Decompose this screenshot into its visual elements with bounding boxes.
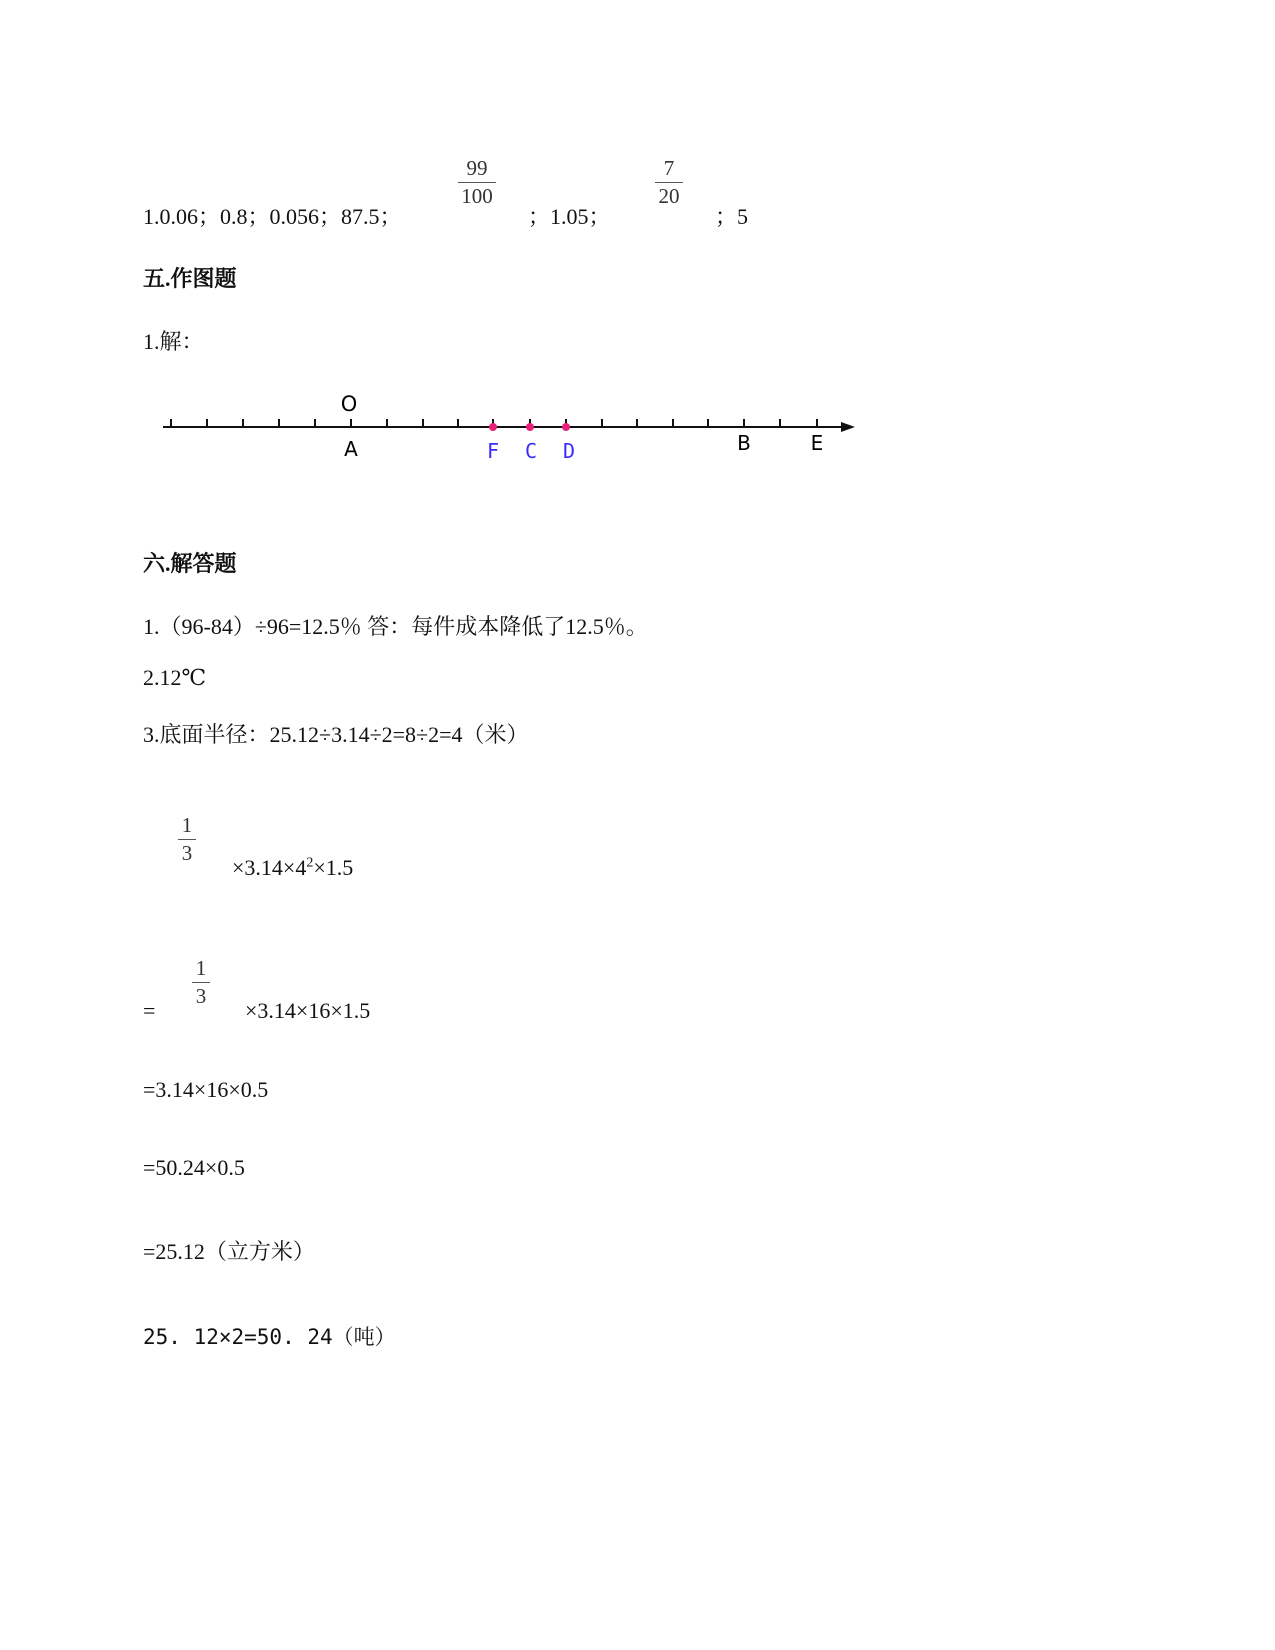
exponent: 2 [306, 855, 314, 871]
fraction-99-100 [458, 158, 496, 207]
answer-line-4-1 [143, 200, 402, 231]
volume-expr: ×3.14×4 [232, 855, 307, 880]
drawing-answer-label: 1.解： [143, 329, 204, 354]
section-heading-solutions: 六.解答题 [143, 551, 237, 576]
arrow-head-icon [841, 422, 855, 432]
calc-step-5: =25.12（立方米） [143, 1239, 315, 1264]
label-a: A [344, 437, 358, 461]
number-line [155, 385, 865, 470]
label-b: B [737, 431, 751, 455]
volume-formula [232, 855, 353, 881]
answer-suffix: ；5 [715, 204, 749, 229]
answer-middle: ；1.05； [528, 204, 611, 229]
point-f [489, 423, 497, 431]
fraction-denominator: 3 [181, 841, 193, 865]
fraction-numerator: 99 [466, 156, 488, 180]
calc-step-equals: = [143, 998, 156, 1023]
point-d [562, 423, 570, 431]
volume-expr-tail: ×1.5 [313, 855, 354, 880]
calc-step-2: ×3.14×16×1.5 [245, 998, 371, 1023]
solution-1: 1.（96-84）÷96=12.5％ 答：每件成本降低了12.5％。 [143, 614, 648, 639]
fraction-numerator: 7 [663, 156, 675, 180]
fraction-numerator: 1 [181, 813, 193, 837]
solution-2: 2.12℃ [143, 665, 207, 690]
answer-prefix: 1.0.06；0.8；0.056；87.5； [143, 204, 402, 229]
section-heading-drawing: 五.作图题 [143, 266, 237, 291]
fraction-denominator: 20 [658, 184, 680, 208]
fraction-denominator: 100 [461, 184, 493, 208]
calc-step-6: 25. 12×2=50. 24（吨） [143, 1325, 396, 1349]
fraction-numerator: 1 [195, 956, 207, 980]
label-o: O [340, 392, 358, 416]
point-c [526, 423, 534, 431]
fraction-one-third-2 [192, 958, 210, 1007]
label-e: E [810, 431, 824, 455]
label-c: C [524, 439, 538, 463]
calc-step-3: =3.14×16×0.5 [143, 1077, 269, 1102]
solution-3-radius: 3.底面半径：25.12÷3.14÷2=8÷2=4（米） [143, 722, 529, 747]
calc-step-4: =50.24×0.5 [143, 1155, 245, 1180]
label-d: D [562, 439, 576, 463]
fraction-one-third [178, 815, 196, 864]
label-f: F [486, 439, 500, 463]
fraction-7-20 [655, 158, 683, 207]
fraction-denominator: 3 [195, 984, 207, 1008]
